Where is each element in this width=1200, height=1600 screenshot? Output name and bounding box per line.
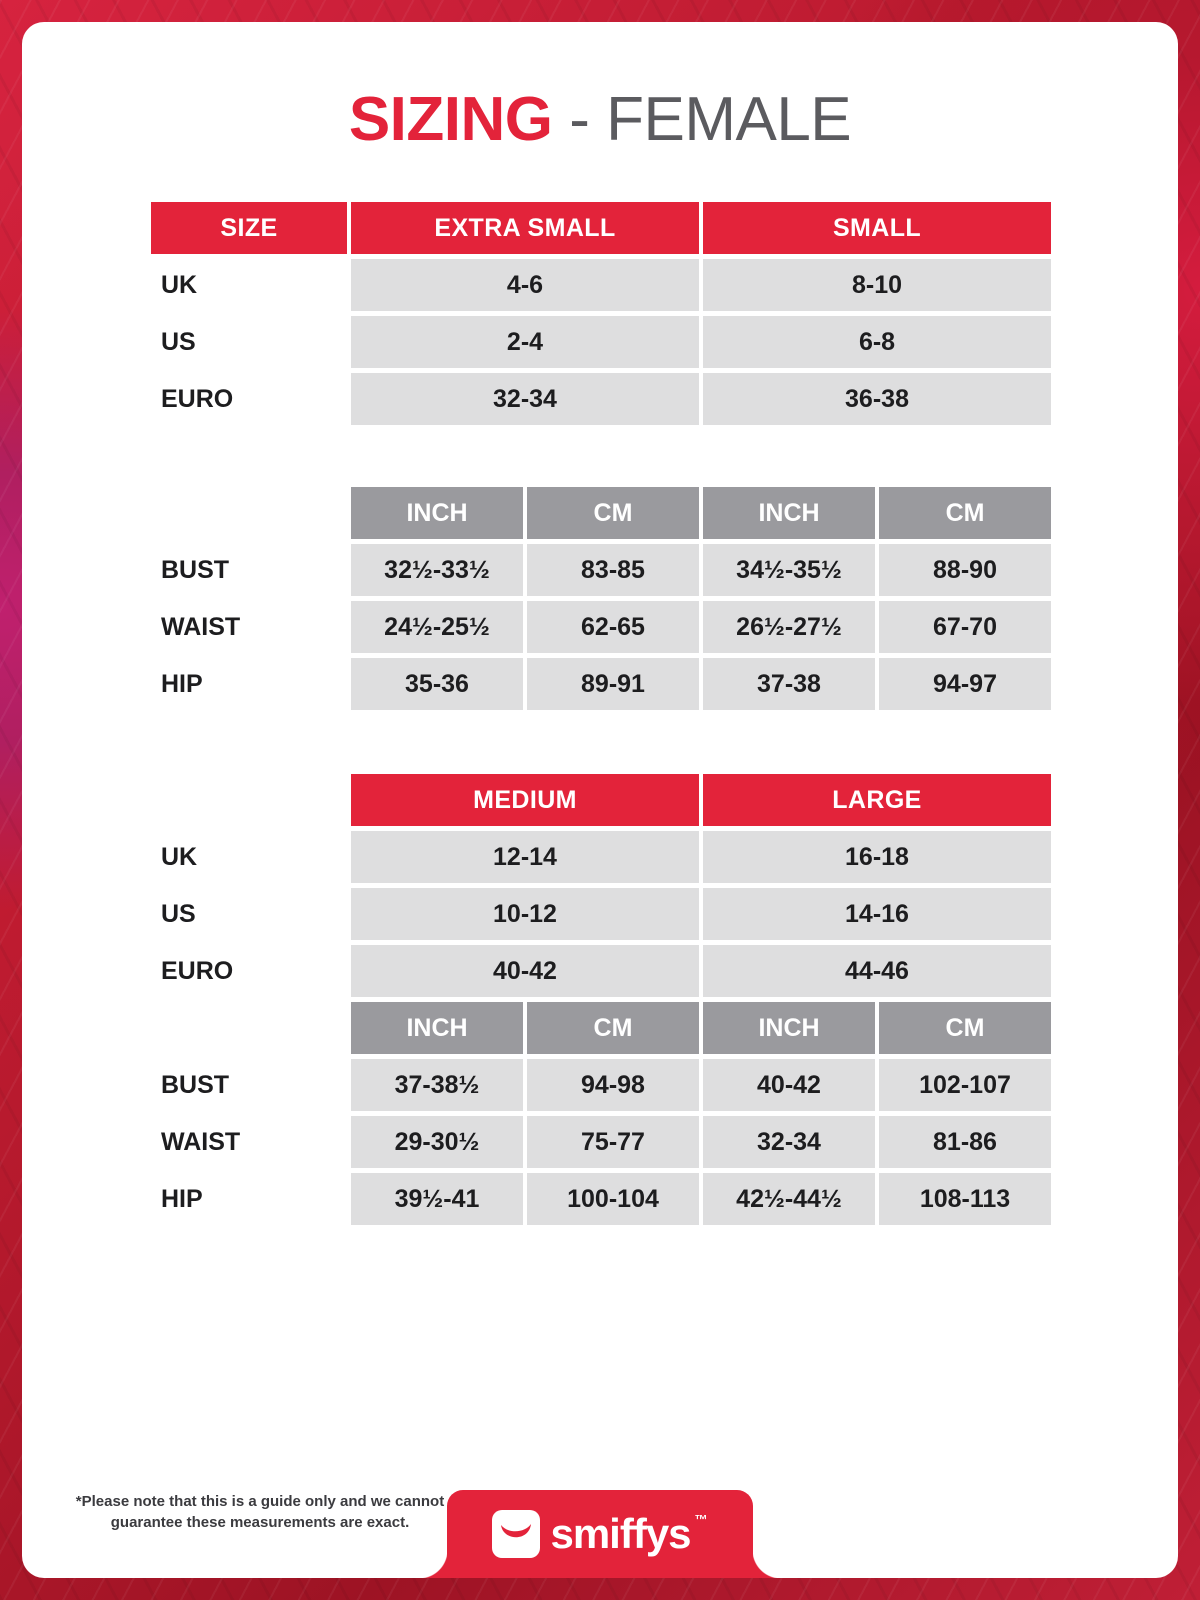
row-label-hip: HIP (151, 658, 347, 710)
header-extra-small: EXTRA SMALL (351, 202, 699, 254)
row-label-uk: UK (151, 259, 347, 311)
table-row (151, 316, 1051, 368)
table-row (151, 373, 1051, 425)
row-label-bust: BUST (151, 1059, 347, 1111)
cell-hip-xs-inch: 35-36 (351, 658, 523, 710)
cell-waist-s-inch: 26½-27½ (703, 601, 875, 653)
table-header-row (151, 774, 1051, 826)
cell-waist-s-cm: 67-70 (879, 601, 1051, 653)
sizing-chart-card (22, 22, 1178, 1578)
cell-hip-xs-cm: 89-91 (527, 658, 699, 710)
size-table-xs-s (147, 197, 1055, 715)
cell-bust-s-inch: 34½-35½ (703, 544, 875, 596)
unit-header-inch-m: INCH (351, 1002, 523, 1054)
row-label-us: US (151, 888, 347, 940)
unit-header-cm-xs: CM (527, 487, 699, 539)
table-row (151, 658, 1051, 710)
tables-gap (147, 715, 1053, 769)
row-label-bust: BUST (151, 544, 347, 596)
table-header-row (151, 202, 1051, 254)
table-row (151, 945, 1051, 997)
disclaimer-text: *Please note that this is a guide only and we cannot guarantee these measurements are exact. (75, 1492, 445, 1532)
cell-bust-s-cm: 88-90 (879, 544, 1051, 596)
cell-hip-l-inch: 42½-44½ (703, 1173, 875, 1225)
unit-header-blank (151, 487, 347, 539)
cell-waist-l-inch: 32-34 (703, 1116, 875, 1168)
cell-euro-xs: 32-34 (351, 373, 699, 425)
unit-header-row (151, 487, 1051, 539)
size-table-m-l (147, 769, 1055, 1230)
cell-uk-l: 16-18 (703, 831, 1051, 883)
row-label-uk: UK (151, 831, 347, 883)
table-row (151, 1173, 1051, 1225)
cell-uk-xs: 4-6 (351, 259, 699, 311)
unit-header-cm-m: CM (527, 1002, 699, 1054)
page-title-rest: - FEMALE (552, 85, 852, 154)
cell-waist-l-cm: 81-86 (879, 1116, 1051, 1168)
unit-header-inch-l: INCH (703, 1002, 875, 1054)
cell-bust-l-inch: 40-42 (703, 1059, 875, 1111)
row-label-waist: WAIST (151, 1116, 347, 1168)
cell-uk-s: 8-10 (703, 259, 1051, 311)
cell-waist-xs-inch: 24½-25½ (351, 601, 523, 653)
brand-logo (447, 1490, 753, 1578)
table-row (151, 1116, 1051, 1168)
table-row (151, 544, 1051, 596)
unit-header-cm-l: CM (879, 1002, 1051, 1054)
trademark-symbol: ™ (694, 1512, 708, 1527)
table-row (151, 831, 1051, 883)
unit-header-inch-xs: INCH (351, 487, 523, 539)
cell-hip-s-inch: 37-38 (703, 658, 875, 710)
footer (22, 1470, 1178, 1578)
page-title (22, 22, 1178, 155)
brand-name: smiffys (550, 1510, 691, 1557)
header-large: LARGE (703, 774, 1051, 826)
cell-bust-xs-cm: 83-85 (527, 544, 699, 596)
cell-bust-m-inch: 37-38½ (351, 1059, 523, 1111)
unit-header-row (151, 1002, 1051, 1054)
cell-bust-m-cm: 94-98 (527, 1059, 699, 1111)
table-row (151, 601, 1051, 653)
cell-euro-s: 36-38 (703, 373, 1051, 425)
cell-hip-s-cm: 94-97 (879, 658, 1051, 710)
cell-us-l: 14-16 (703, 888, 1051, 940)
header-small: SMALL (703, 202, 1051, 254)
cell-us-m: 10-12 (351, 888, 699, 940)
cell-uk-m: 12-14 (351, 831, 699, 883)
row-label-us: US (151, 316, 347, 368)
cell-waist-m-cm: 75-77 (527, 1116, 699, 1168)
unit-header-inch-s: INCH (703, 487, 875, 539)
header-size: SIZE (151, 202, 347, 254)
cell-hip-m-cm: 100-104 (527, 1173, 699, 1225)
cell-euro-l: 44-46 (703, 945, 1051, 997)
header-medium: MEDIUM (351, 774, 699, 826)
cell-waist-xs-cm: 62-65 (527, 601, 699, 653)
cell-hip-l-cm: 108-113 (879, 1173, 1051, 1225)
unit-header-blank (151, 1002, 347, 1054)
cell-us-xs: 2-4 (351, 316, 699, 368)
page-title-highlight: SIZING (348, 85, 553, 154)
row-label-hip: HIP (151, 1173, 347, 1225)
row-label-waist: WAIST (151, 601, 347, 653)
cell-bust-xs-inch: 32½-33½ (351, 544, 523, 596)
table-row (151, 1059, 1051, 1111)
cell-hip-m-inch: 39½-41 (351, 1173, 523, 1225)
header-blank (151, 774, 347, 826)
row-label-euro: EURO (151, 373, 347, 425)
table-spacer (151, 430, 1051, 482)
cell-waist-m-inch: 29-30½ (351, 1116, 523, 1168)
cell-us-s: 6-8 (703, 316, 1051, 368)
row-label-euro: EURO (151, 945, 347, 997)
tables-container (22, 197, 1178, 1230)
smile-icon (492, 1510, 540, 1558)
cell-euro-m: 40-42 (351, 945, 699, 997)
table-row (151, 259, 1051, 311)
cell-bust-l-cm: 102-107 (879, 1059, 1051, 1111)
table-row (151, 888, 1051, 940)
unit-header-cm-s: CM (879, 487, 1051, 539)
